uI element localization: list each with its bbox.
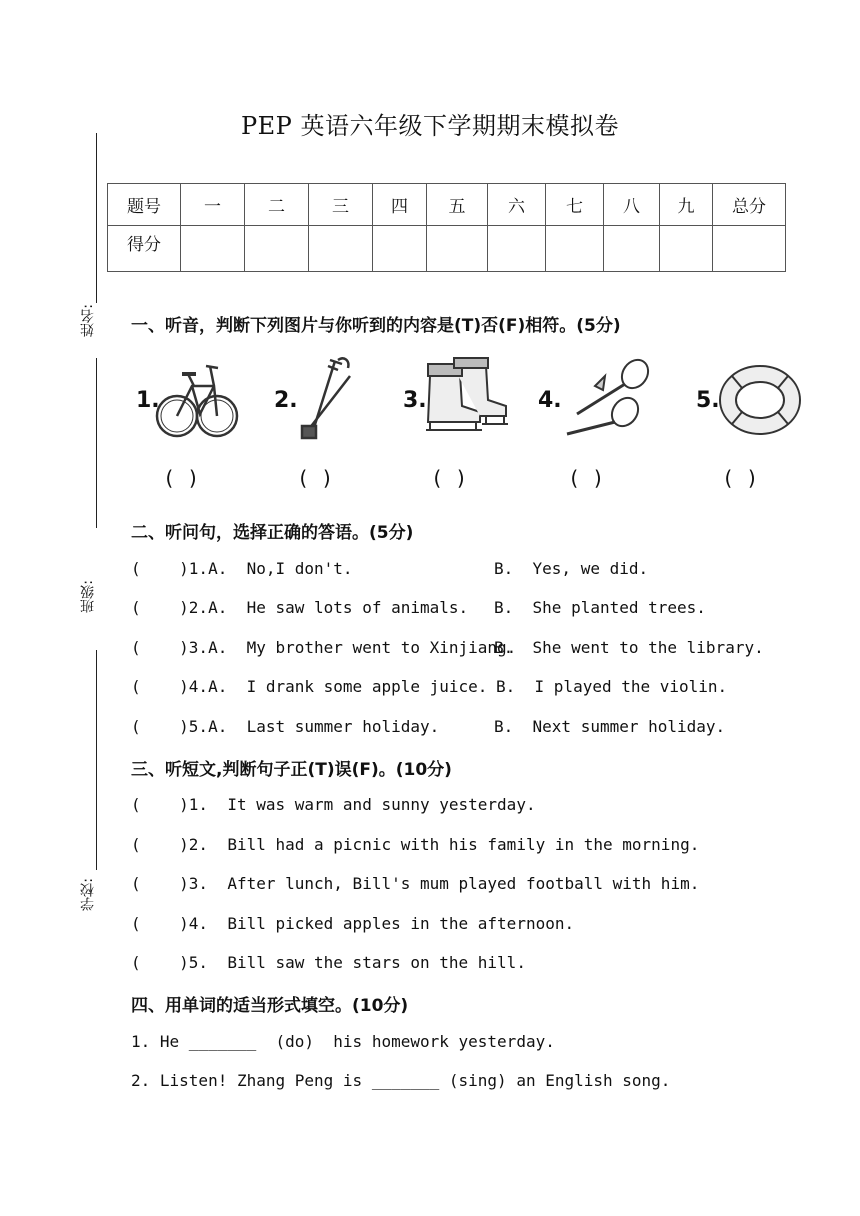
picture-number: 5.	[696, 388, 720, 413]
picture-number: 1.	[136, 388, 160, 413]
score-row-label: 得分	[108, 226, 181, 272]
answer-paren[interactable]: ( )	[431, 466, 468, 490]
swim-ring-icon	[712, 356, 822, 446]
binding-line-middle	[96, 358, 97, 528]
score-header-cell: 八	[604, 184, 660, 226]
score-table	[107, 183, 786, 272]
fill-blank-item: 2. Listen! Zhang Peng is _______ (sing) an English song.	[131, 1071, 671, 1090]
score-header-cell: 五	[427, 184, 488, 226]
section2-heading: 二、听问句，选择正确的答语。(5分)	[131, 523, 414, 543]
badminton-icon	[555, 356, 665, 446]
score-cell[interactable]	[713, 226, 786, 272]
question-option-a: ( )3.A. My brother went to Xinjiang.	[131, 638, 517, 657]
bicycle-icon	[152, 356, 262, 446]
answer-paren[interactable]: ( )	[722, 466, 759, 490]
question-option-b: B. I played the violin.	[496, 677, 728, 696]
answer-paren[interactable]: ( )	[297, 466, 334, 490]
score-header-cell: 六	[488, 184, 546, 226]
score-cell[interactable]	[427, 226, 488, 272]
score-header-cell: 七	[546, 184, 604, 226]
statement-item: ( )3. After lunch, Bill's mum played football with him.	[131, 874, 700, 893]
answer-paren[interactable]: ( )	[568, 466, 605, 490]
score-cell[interactable]	[604, 226, 660, 272]
question-option-a: ( )2.A. He saw lots of animals.	[131, 598, 469, 617]
erhu-icon	[290, 356, 400, 446]
score-cell[interactable]	[181, 226, 245, 272]
score-header-cell: 二	[245, 184, 309, 226]
question-option-b: B. Yes, we did.	[494, 559, 649, 578]
score-table-header-row	[108, 184, 786, 226]
answer-paren[interactable]: ( )	[163, 466, 200, 490]
score-cell[interactable]	[546, 226, 604, 272]
statement-item: ( )2. Bill had a picnic with his family in the morning.	[131, 835, 700, 854]
name-label: 姓名:	[80, 304, 96, 337]
binding-line-lower	[96, 650, 97, 870]
question-option-a: ( )1.A. No,I don't.	[131, 559, 353, 578]
page-title: PEP 英语六年级下学期期末模拟卷	[241, 112, 619, 140]
score-header-cell: 九	[660, 184, 713, 226]
section3-heading: 三、听短文,判断句子正(T)误(F)。(10分)	[131, 760, 452, 780]
binding-line-top	[96, 133, 97, 303]
picture-number: 4.	[538, 388, 562, 413]
class-label: 班级:	[80, 580, 96, 613]
statement-item: ( )5. Bill saw the stars on the hill.	[131, 953, 526, 972]
section1-heading: 一、听音，判断下列图片与你听到的内容是(T)否(F)相符。(5分)	[131, 316, 621, 336]
score-header-cell: 题号	[108, 184, 181, 226]
score-cell[interactable]	[488, 226, 546, 272]
score-cell[interactable]	[245, 226, 309, 272]
question-option-b: B. She went to the library.	[494, 638, 764, 657]
score-header-cell: 三	[309, 184, 373, 226]
question-option-b: B. She planted trees.	[494, 598, 706, 617]
statement-item: ( )1. It was warm and sunny yesterday.	[131, 795, 536, 814]
statement-item: ( )4. Bill picked apples in the afternoon.	[131, 914, 575, 933]
section4-heading: 四、用单词的适当形式填空。(10分)	[131, 996, 409, 1016]
school-label: 学校:	[80, 878, 96, 911]
score-header-cell: 四	[373, 184, 427, 226]
score-cell[interactable]	[373, 226, 427, 272]
question-option-a: ( )5.A. Last summer holiday.	[131, 717, 440, 736]
score-header-cell: 一	[181, 184, 245, 226]
score-cell[interactable]	[660, 226, 713, 272]
question-option-b: B. Next summer holiday.	[494, 717, 726, 736]
score-header-cell: 总分	[713, 184, 786, 226]
question-option-a: ( )4.A. I drank some apple juice.	[131, 677, 488, 696]
ice-skates-icon	[420, 356, 530, 446]
picture-number: 3.	[403, 388, 427, 413]
score-cell[interactable]	[309, 226, 373, 272]
score-table-score-row	[108, 226, 786, 272]
picture-number: 2.	[274, 388, 298, 413]
fill-blank-item: 1. He _______ (do) his homework yesterday.	[131, 1032, 555, 1051]
